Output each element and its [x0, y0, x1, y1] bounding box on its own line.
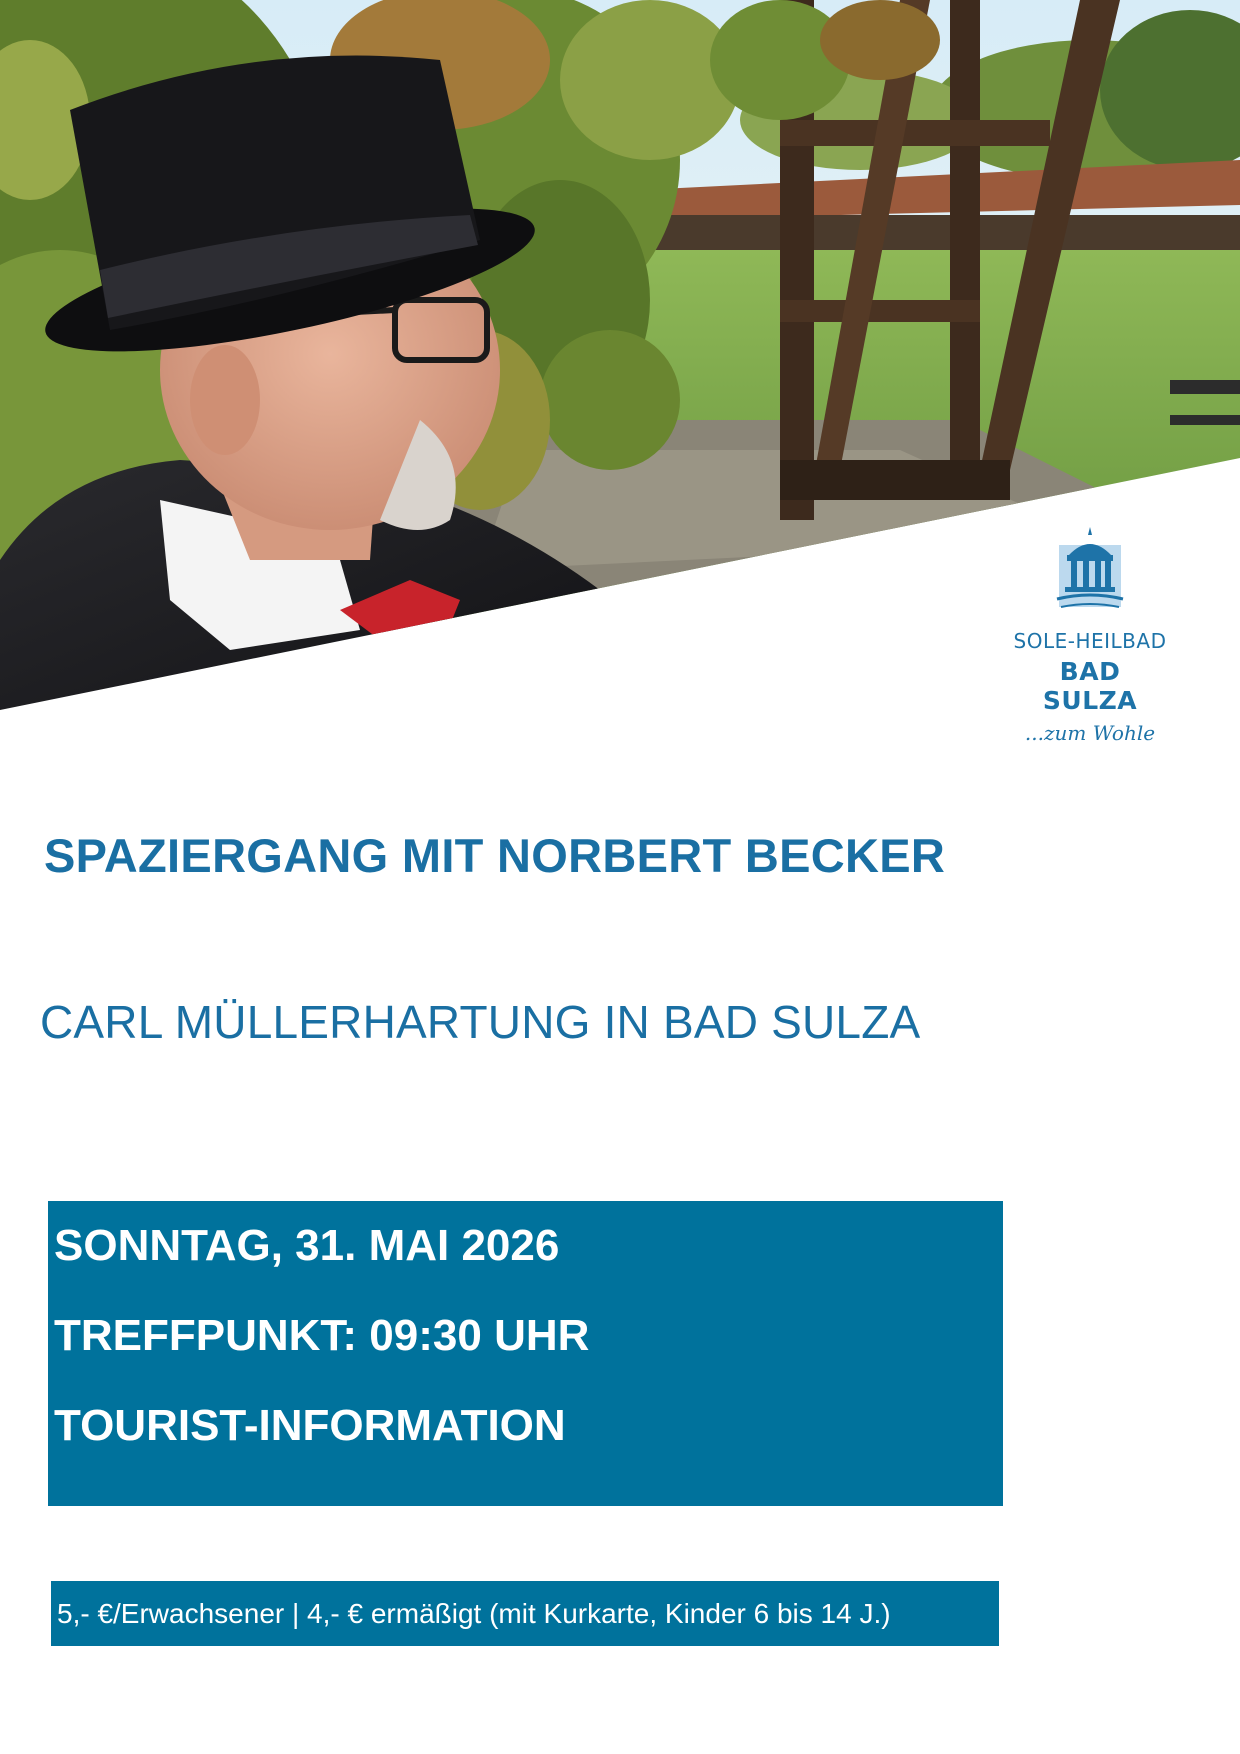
meeting-place: TOURIST-INFORMATION	[54, 1401, 566, 1450]
logo-text-sole-heilbad: SOLE-HEILBAD	[1013, 629, 1167, 653]
page-title: SPAZIERGANG MIT NORBERT BECKER	[44, 829, 946, 882]
kurpavillon-logo-icon	[1055, 525, 1125, 615]
event-date: SONNTAG, 31. MAI 2026	[54, 1221, 560, 1270]
event-info-box	[48, 1201, 1003, 1506]
brand-logo	[1010, 525, 1170, 745]
meeting-time: TREFFPUNKT: 09:30 UHR	[54, 1311, 590, 1360]
logo-text-bad-sulza: BAD SULZA	[1042, 657, 1138, 715]
logo-slogan: ...zum Wohle	[1024, 721, 1156, 745]
page-subtitle: CARL MÜLLERHARTUNG IN BAD SULZA	[40, 996, 921, 1048]
price-info: 5,- €/Erwachsener | 4,- € ermäßigt (mit Kurkarte, Kinder 6 bis 14 J.)	[51, 1581, 999, 1646]
